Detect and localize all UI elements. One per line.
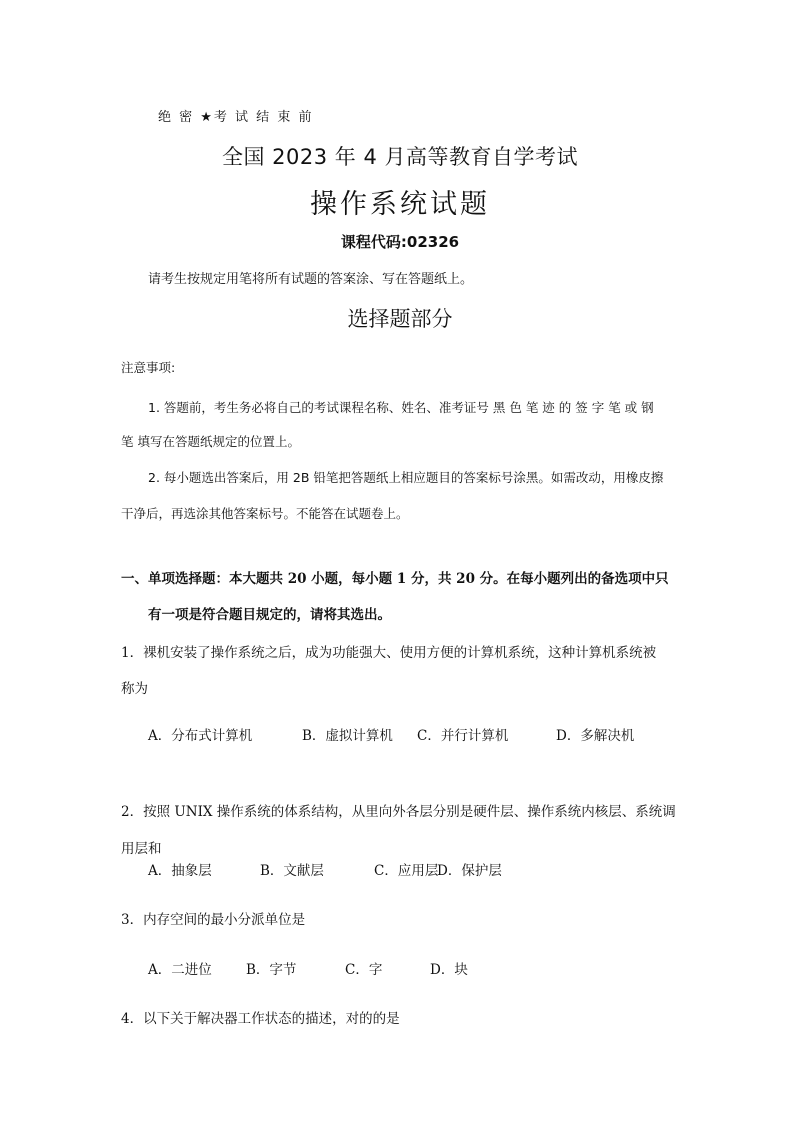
course-code: 课程代码:02326 [340, 233, 460, 251]
question-3-option-b: B．字节 [246, 962, 297, 978]
question-2-line-2: 用层和 [121, 841, 162, 857]
notice-item-1-line-1: 1. 答题前，考生务必将自己的考试课程名称、姓名、准考证号 黑 色 笔 迹 的 签 字 笔 或 钢 [148, 400, 654, 415]
question-2-option-a: A．抽象层 [148, 863, 212, 879]
question-2-option-c: C．应用层 [374, 863, 439, 879]
question-2-option-b: B．文献层 [260, 863, 324, 879]
question-1-option-a: A．分布式计算机 [148, 728, 253, 744]
notice-label: 注意事项: [121, 360, 176, 375]
question-2-line-1: 2．按照 UNIX 操作系统的体系结构，从里向外各层分别是硬件层、操作系统内核层、系统调 [121, 804, 676, 820]
question-3-line-1: 3．内存空间的最小分派单位是 [121, 912, 306, 928]
part-heading-line-1: 一、单项选择题：本大题共 20 小题，每小题 1 分，共 20 分。在每小题列出的备选项中只 [121, 571, 669, 587]
question-4-line-1: 4．以下关于解决器工作状态的描述，对的的是 [121, 1011, 400, 1027]
confidential-mark: 绝 密 ★考 试 结 束 前 [158, 110, 314, 125]
notice-item-2-line-2: 干净后，再选涂其他答案标号。不能答在试题卷上。 [121, 506, 409, 521]
question-2-option-d: D．保护层 [437, 863, 502, 879]
question-3-option-d: D．块 [430, 962, 468, 978]
part-heading-line-2: 有一项是符合题目规定的，请将其选出。 [148, 607, 391, 623]
question-1-option-d: D．多解决机 [556, 728, 635, 744]
question-1-option-b: B．虚拟计算机 [302, 728, 393, 744]
question-3-option-a: A．二进位 [148, 962, 212, 978]
subject-title: 操作系统试题 [310, 189, 490, 220]
question-3-option-c: C．字 [345, 962, 383, 978]
question-1-option-c: C．并行计算机 [417, 728, 509, 744]
exam-title: 全国 2023 年 4 月高等教育自学考试 [221, 145, 578, 169]
notice-item-2-line-1: 2. 每小题选出答案后，用 2B 铅笔把答题纸上相应题目的答案标号涂黑。如需改动，用橡皮擦 [148, 470, 664, 485]
section-title: 选择题部分 [347, 307, 453, 331]
question-1-line-2: 称为 [121, 681, 148, 697]
notice-item-1-line-2: 笔 填写在答题纸规定的位置上。 [121, 434, 300, 449]
question-1-line-1: 1．裸机安装了操作系统之后，成为功能强大、使用方便的计算机系统，这种计算机系统被 [121, 645, 657, 661]
instruction-text: 请考生按规定用笔将所有试题的答案涂、写在答题纸上。 [148, 272, 474, 287]
